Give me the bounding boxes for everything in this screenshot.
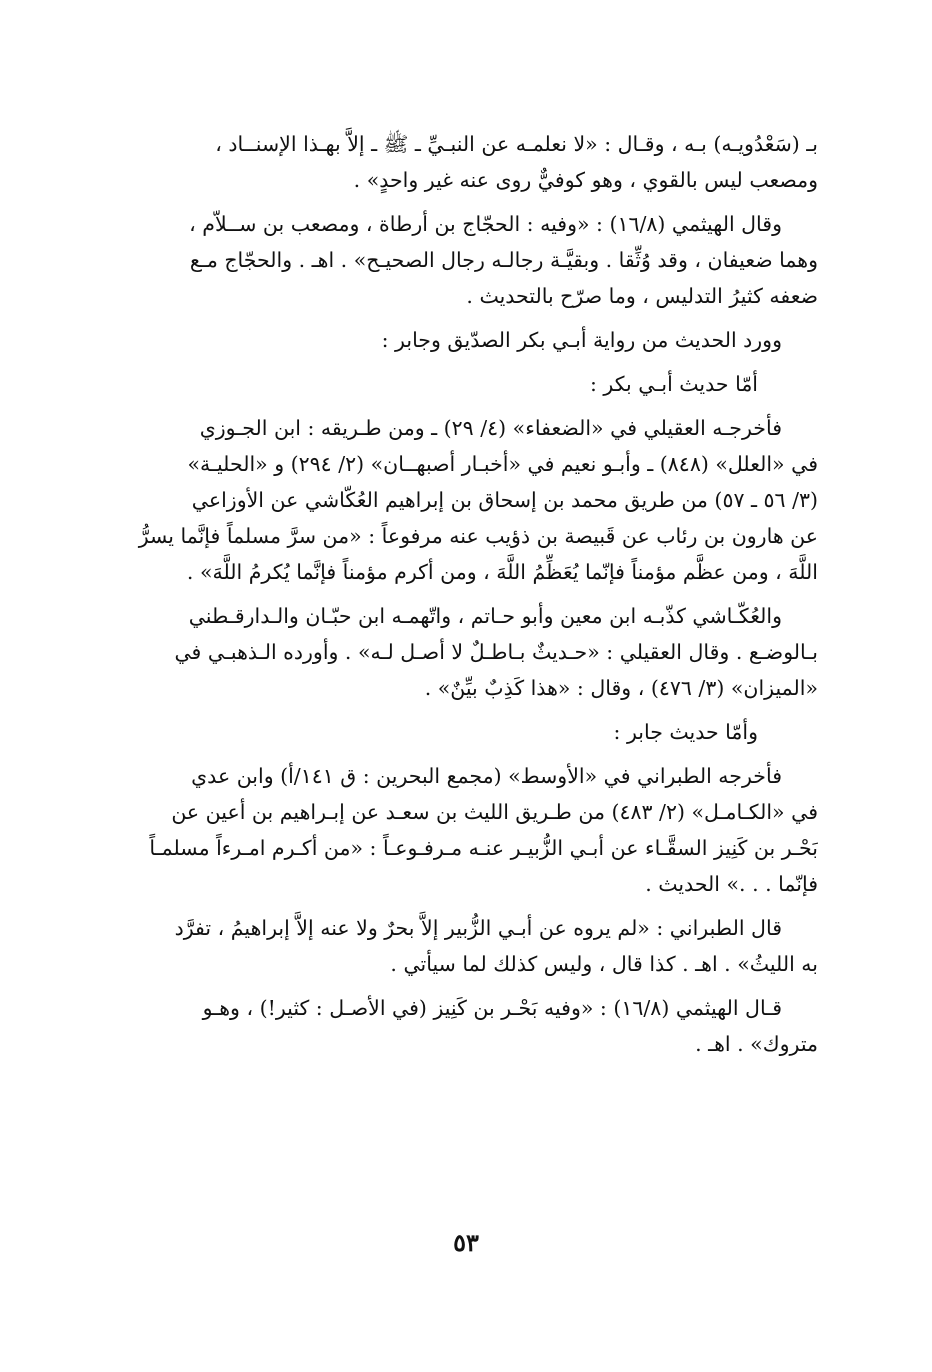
body-text	[128, 126, 818, 1070]
text-line: أمّا حديث أبـي بكر :	[590, 372, 758, 396]
paragraph	[128, 410, 818, 590]
paragraph	[128, 910, 818, 982]
text-line: متروك» . اهـ .	[695, 1032, 818, 1056]
text-line: بـ (سَعْدُويـه) بـه ، وقـال : «لا نعلمـه عن النبـيِّ ـ ﷺ ـ إلاَّ بهـذا الإسنــاد ،	[215, 132, 818, 156]
text-line: وأمّا حديث جابر :	[613, 720, 758, 744]
text-line: قال الطبراني : «لم يروه عن أبـي الزُّبير إلاَّ بحرٌ ولا عنه إلاَّ إبراهيمُ ، تفرَّد	[174, 916, 782, 940]
text-line: اللَّهَ ، ومن عظَّم مؤمناً فإنّما يُعَظِّمُ اللَّهَ ، ومن أكرم مؤمناً فإنَّما يُكرمُ اللَّهَ» .	[186, 560, 818, 584]
text-line: ضعفه كثيرُ التدليس ، وما صرّح بالتحديث .	[466, 284, 818, 308]
text-line: وهما ضعيفان ، وقد وُثِّقا . وبقيَّـة رجالـه رجال الصحيـح» . اهـ . والحجّاج مـع	[189, 248, 818, 272]
text-line: عن هارون بن رئاب عن قَبيصة بن ذؤيب عنه مرفوعاً : «من سرَّ مسلماً فإنَّما يسرُّ	[138, 524, 818, 548]
text-line: وورد الحديث من رواية أبـي بكر الصدّيق وجابر :	[381, 328, 782, 352]
paragraph	[128, 366, 818, 402]
text-line: قـال الهيثمي (١٦/٨) : «وفيه بَحْـر بن كَنِيز (في الأصـل : كثير!) ، وهـو	[202, 996, 782, 1020]
text-line: فإنّما . . .» الحديث .	[645, 872, 818, 896]
paragraph	[128, 990, 818, 1062]
text-line: فأخرجه الطبراني في «الأوسط» (مجمع البحرين : ق ١٤١/أ) وابن عدي	[191, 764, 782, 788]
paragraph	[128, 758, 818, 902]
text-line: (٣/ ٥٦ ـ ٥٧) من طريق محمد بن إسحاق بن إبراهيم العُكّاشي عن الأوزاعي	[191, 488, 818, 512]
text-line: والعُكّـاشي كذّبـه ابن معين وأبو حـاتم ، واتّهمـه ابن حبّـان والـدارقـطني	[188, 604, 782, 628]
text-line: «الميزان» (٣/ ٤٧٦) ، وقال : «هذا كَذِبٌ بيِّنٌ» .	[424, 676, 818, 700]
text-line: بَحْـر بن كَنِيز السقَّـاء عن أبـي الزُّبيـر عنـه مـرفـوعـاً : «من أكـرم امـرءاً مسلمـاً	[149, 836, 818, 860]
paragraph	[128, 322, 818, 358]
text-line: وقال الهيثمي (١٦/٨) : «وفيه : الحجّاج بن أرطاة ، ومصعب بن ســلاّم ،	[189, 212, 782, 236]
paragraph	[128, 126, 818, 198]
text-line: بـالوضـع . وقال العقيلي : «حـديثٌ بـاطـلٌ لا أصـل لـه» . وأورده الـذهبـي في	[174, 640, 818, 664]
page-number: ٥٣	[453, 1228, 479, 1257]
text-line: فأخرجـه العقيلي في «الضعفاء» (٤/ ٢٩) ـ ومن طـريقه : ابن الجـوزي	[199, 416, 782, 440]
text-line: به الليثُ» . اهـ . كذا قال ، وليس كذلك لما سيأتي .	[390, 952, 818, 976]
text-line: في «العلل» (٨٤٨) ـ وأبـو نعيم في «أخبـار أصبهــان» (٢/ ٢٩٤) و «الحليـة»	[187, 452, 818, 476]
paragraph	[128, 598, 818, 706]
text-line: ومصعب ليس بالقوي ، وهو كوفيٌّ روى عنه غير واحدٍ» .	[353, 168, 818, 192]
paragraph	[128, 206, 818, 314]
text-line: في «الكـامـل» (٢/ ٤٨٣) من طـريق الليث بن سعـد عن إبـراهيم بن أعين عن	[171, 800, 818, 824]
paragraph	[128, 714, 818, 750]
